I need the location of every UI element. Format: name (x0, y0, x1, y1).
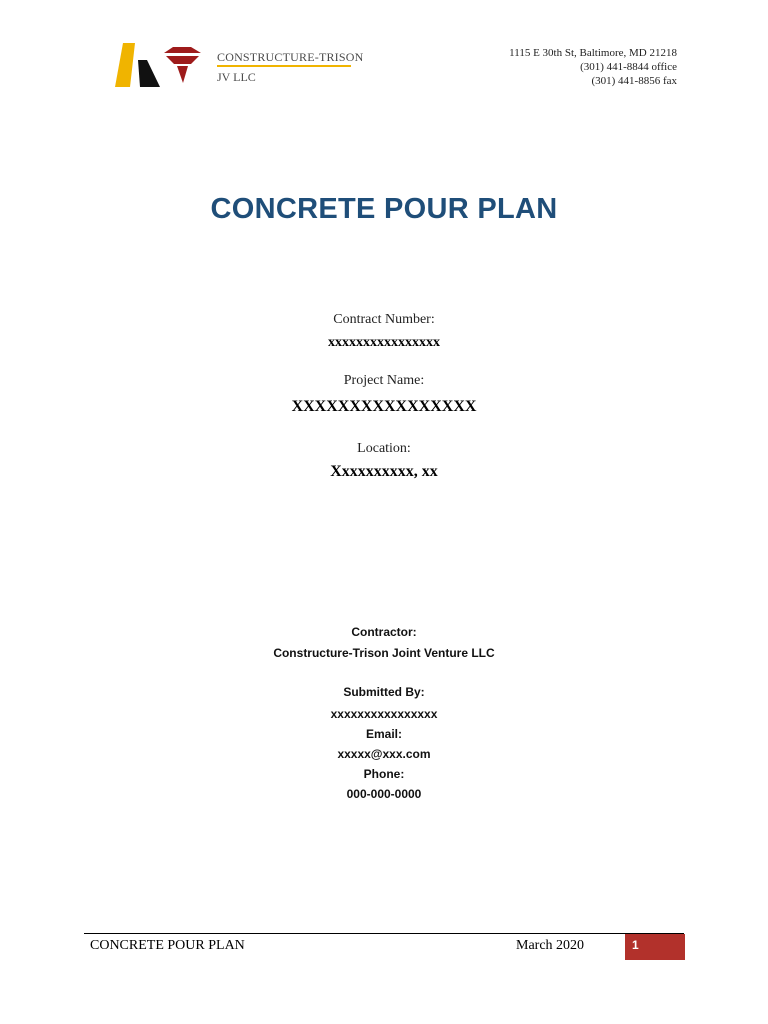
company-address-block (509, 46, 677, 88)
office-phone: (301) 441-8844 office (580, 61, 677, 73)
project-name-value: XXXXXXXXXXXXXXXX (291, 398, 477, 415)
location-label: Location: (357, 441, 411, 456)
logo-company-name: CONSTRUCTURE-TRISON (217, 50, 364, 64)
fax-number: (301) 441-8856 fax (591, 75, 677, 87)
footer-divider (84, 933, 684, 934)
logo-company-suffix: JV LLC (217, 70, 256, 84)
submitted-by-label: Submitted By: (343, 685, 425, 699)
phone-label: Phone: (363, 767, 405, 781)
page-number: 1 (632, 938, 639, 952)
company-logo (115, 43, 364, 89)
contract-number-label: Contract Number: (333, 312, 435, 327)
address-line: 1115 E 30th St, Baltimore, MD 21218 (509, 47, 677, 59)
email-label: Email: (365, 727, 402, 741)
phone-value: 000-000-0000 (346, 787, 422, 801)
contractor-label: Contractor: (351, 625, 417, 639)
contractor-value: Constructure-Trison Joint Venture LLC (273, 646, 495, 660)
logo-underline (217, 65, 351, 67)
project-name-label: Project Name: (343, 373, 425, 388)
location-value: Xxxxxxxxxx, xx (330, 463, 438, 480)
footer-date: March 2020 (516, 938, 585, 953)
footer-document-title: CONCRETE POUR PLAN (90, 938, 245, 953)
logo-mark-icon (115, 43, 201, 87)
email-value: xxxxx@xxx.com (337, 747, 431, 761)
contract-number-value: xxxxxxxxxxxxxxxx (328, 335, 440, 350)
submitted-by-value: xxxxxxxxxxxxxxxx (330, 707, 438, 721)
document-title: CONCRETE POUR PLAN (210, 193, 558, 225)
